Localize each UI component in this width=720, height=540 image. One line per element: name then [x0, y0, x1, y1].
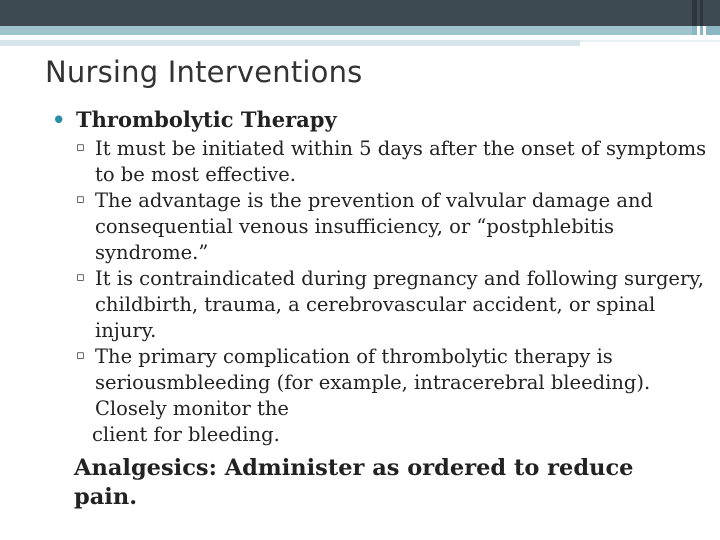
- sub-bullet-text: The advantage is the prevention of valvular damage and consequential venous insufficiency, or “postphlebitis syndrome.”: [95, 189, 654, 264]
- bullet-thrombolytic-therapy: [52, 106, 712, 134]
- header-divider: [700, 0, 703, 26]
- slide-title: Nursing Interventions: [45, 55, 363, 89]
- header-underline: [0, 40, 580, 46]
- sub-bullet-item: [76, 188, 712, 266]
- sub-bullet-icon: ▫: [76, 348, 85, 363]
- continuation-text: client for bleeding.: [92, 423, 280, 446]
- bullet-analgesics: Analgesics: Administer as ordered to reduce pain.: [74, 455, 634, 510]
- slide-body: [52, 106, 712, 512]
- header-band: [0, 0, 720, 26]
- header-accent-tick: [703, 26, 706, 35]
- sub-bullet-list: [52, 136, 712, 422]
- header-accent-rule: [0, 26, 720, 35]
- sub-bullet-text: The primary complication of thrombolytic therapy is seriousmbleeding (for example, intracerebral bleeding). Closely monitor the: [95, 345, 651, 420]
- sub-bullet-icon: ▫: [76, 140, 85, 155]
- bullet-icon: •: [52, 107, 66, 132]
- sub-bullet-icon: ▫: [76, 270, 85, 285]
- sub-bullet-item: [76, 136, 712, 188]
- header-accent-tick: [697, 26, 700, 35]
- sub-bullet-item: [76, 266, 712, 344]
- sub-bullet-text: It is contraindicated during pregnancy and following surgery, childbirth, trauma, a cerebrovascular accident, or spinal injury.: [95, 267, 704, 342]
- sub-bullet-item: [76, 344, 712, 422]
- bullet-text: Thrombolytic Therapy: [76, 107, 337, 132]
- sub-bullet-text: It must be initiated within 5 days after the onset of symptoms to be most effective.: [95, 137, 707, 186]
- header-underline-thin: [580, 40, 720, 42]
- header-divider: [692, 0, 697, 26]
- sub-bullet-icon: ▫: [76, 192, 85, 207]
